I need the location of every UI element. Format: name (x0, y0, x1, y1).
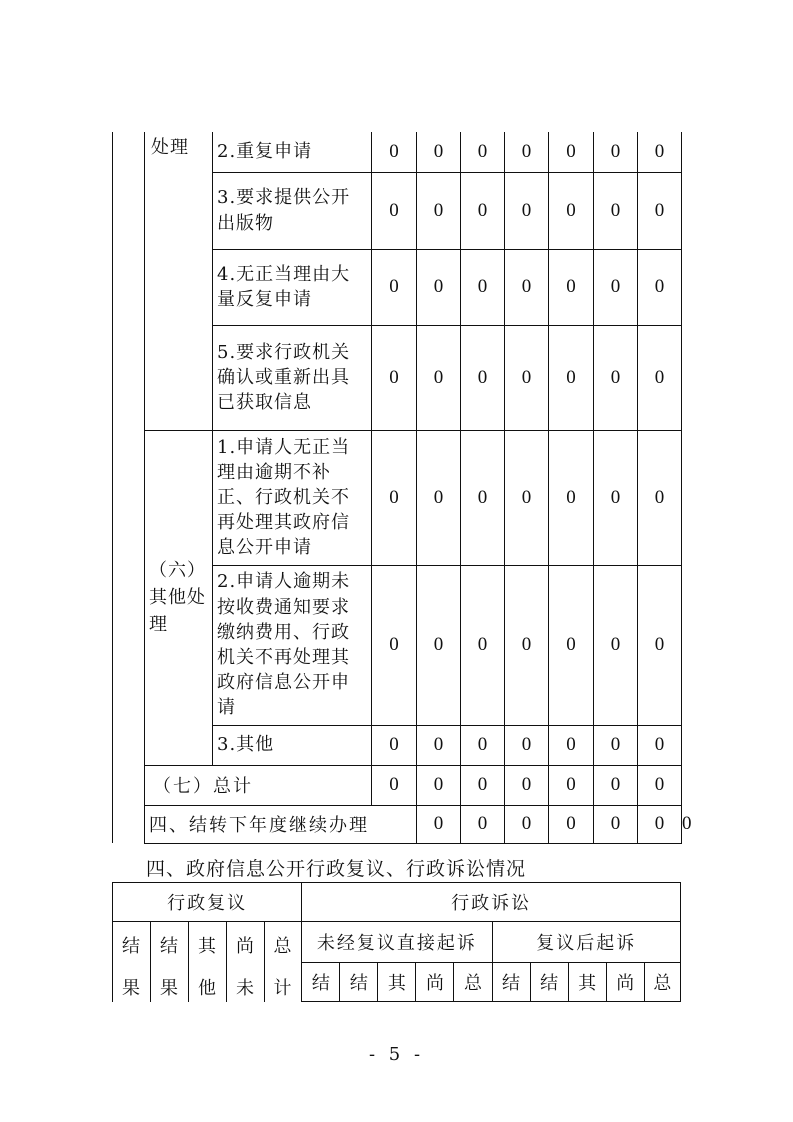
cell-value: 0 (505, 805, 549, 843)
carryover-label: 四、结转下年度继续办理 (145, 805, 417, 843)
category-processing: 处理 (145, 132, 213, 430)
carryover-row: 四、结转下年度继续办理 0 0 0 0 0 0 0 (113, 805, 682, 843)
cell-value: 0 (594, 565, 638, 725)
cell-value: 0 (417, 805, 461, 843)
column-header: 果 (122, 978, 140, 999)
column-header: 结 (492, 963, 530, 1002)
cell-value: 0 (505, 565, 549, 725)
cell-value: 0 (549, 172, 594, 249)
cell-value: 0 (594, 325, 638, 430)
cell-value: 0 (505, 325, 549, 430)
category-other: （六）其他处理 (145, 430, 213, 765)
cell-value: 0 (505, 430, 549, 565)
table-row (113, 883, 681, 922)
cell-value: 0 (461, 249, 505, 325)
cell-value: 0 (461, 765, 505, 805)
column-header: 结 (340, 963, 378, 1002)
page-number: - 5 - (368, 1044, 425, 1065)
cell-value: 0 (549, 805, 594, 843)
column-header: 尚 (606, 963, 644, 1002)
column-header: 果 (160, 978, 178, 999)
cell-value: 0 (549, 430, 594, 565)
cell-value: 0 (638, 725, 682, 765)
column-header: 总 (454, 963, 492, 1002)
column-header: 他 (198, 978, 216, 999)
cell-value: 0 (594, 430, 638, 565)
cell-value: 0 (638, 765, 682, 805)
cell-value: 0 (505, 765, 549, 805)
cell-value: 0 (417, 565, 461, 725)
cell-value: 0 (372, 565, 417, 725)
cell-value: 0 (372, 725, 417, 765)
cell-value: 0 (549, 249, 594, 325)
row-label: 4.无正当理由大量反复申请 (213, 249, 372, 325)
total-label: （七）总计 (145, 765, 372, 805)
cell-value: 0 (372, 325, 417, 430)
cell-value: 0 (461, 805, 505, 843)
cell-value: 0 (372, 249, 417, 325)
table-row (113, 430, 682, 565)
column-header: 结 (122, 936, 140, 957)
row-label: 5.要求行政机关确认或重新出具已获取信息 (213, 325, 372, 430)
column-header: 结 (302, 963, 340, 1002)
column-header: 尚 (236, 936, 254, 957)
cell-value: 0 (594, 249, 638, 325)
cell-value: 0 (461, 132, 505, 172)
column-header: 总 (273, 936, 292, 957)
cell-value: 0 (549, 132, 594, 172)
cell-value: 0 (417, 172, 461, 249)
cell-value: 0 (505, 132, 549, 172)
after-review-header: 复议后起诉 (492, 922, 680, 963)
cell-value: 0 (638, 249, 682, 325)
cell-value: 0 (461, 172, 505, 249)
total-row (113, 765, 682, 805)
cell-value: 0 (417, 325, 461, 430)
cell-value: 0 (594, 172, 638, 249)
review-header: 行政复议 (113, 883, 302, 922)
review-column-labels (112, 922, 301, 1000)
disposition-table (112, 132, 692, 844)
column-header: 其 (378, 963, 416, 1002)
cell-value: 0 (461, 430, 505, 565)
cell-value: 0 (417, 249, 461, 325)
cell-value: 0 (372, 765, 417, 805)
cell-value: 0 (417, 725, 461, 765)
outer-category-cell (113, 132, 145, 843)
row-label: 2.申请人逾期未按收费通知要求缴纳费用、行政机关不再处理其政府信息公开申请 (213, 565, 372, 725)
row-label: 2.重复申请 (213, 132, 372, 172)
table-row (113, 132, 682, 172)
cell-value: 0 (372, 132, 417, 172)
column-header: 未 (236, 978, 254, 999)
column-header: 结 (530, 963, 568, 1002)
cell-value: 0 (461, 725, 505, 765)
cell-value: 0 (594, 765, 638, 805)
cell-value: 0 (417, 765, 461, 805)
cell-value: 0 (638, 132, 682, 172)
cell-value: 0 (372, 172, 417, 249)
litigation-header: 行政诉讼 (302, 883, 681, 922)
cell-value: 0 (549, 565, 594, 725)
column-header: 计 (273, 978, 292, 999)
cell-value: 0 (505, 172, 549, 249)
column-header: 其 (568, 963, 606, 1002)
row-label: 3.其他 (213, 725, 372, 765)
cell-value: 0 (638, 430, 682, 565)
cell-value: 0 (638, 805, 682, 843)
direct-suit-header: 未经复议直接起诉 (302, 922, 492, 963)
section-heading: 四、政府信息公开行政复议、行政诉讼情况 (146, 858, 527, 880)
cell-value: 0 (638, 565, 682, 725)
column-header: 总 (644, 963, 680, 1002)
cell-value: 0 (461, 325, 505, 430)
cell-value: 0 (549, 325, 594, 430)
cell-value: 0 (594, 805, 638, 843)
cell-value: 0 (417, 430, 461, 565)
column-header: 结 (160, 936, 178, 957)
cell-value: 0 (461, 565, 505, 725)
cell-value: 0 (505, 725, 549, 765)
cell-value: 0 (549, 725, 594, 765)
cell-value: 0 (638, 325, 682, 430)
cell-value: 0 (417, 132, 461, 172)
cell-value: 0 (549, 765, 594, 805)
cell-value: 0 (594, 132, 638, 172)
column-header: 尚 (416, 963, 454, 1002)
row-label: 3.要求提供公开出版物 (213, 172, 372, 249)
cell-value: 0 (505, 249, 549, 325)
row-label: 1.申请人无正当理由逾期不补正、行政机关不再处理其政府信息公开申请 (213, 430, 372, 565)
cell-value: 0 (372, 430, 417, 565)
cell-value: 0 (638, 172, 682, 249)
column-header: 其 (198, 936, 216, 957)
cell-value: 0 (594, 725, 638, 765)
